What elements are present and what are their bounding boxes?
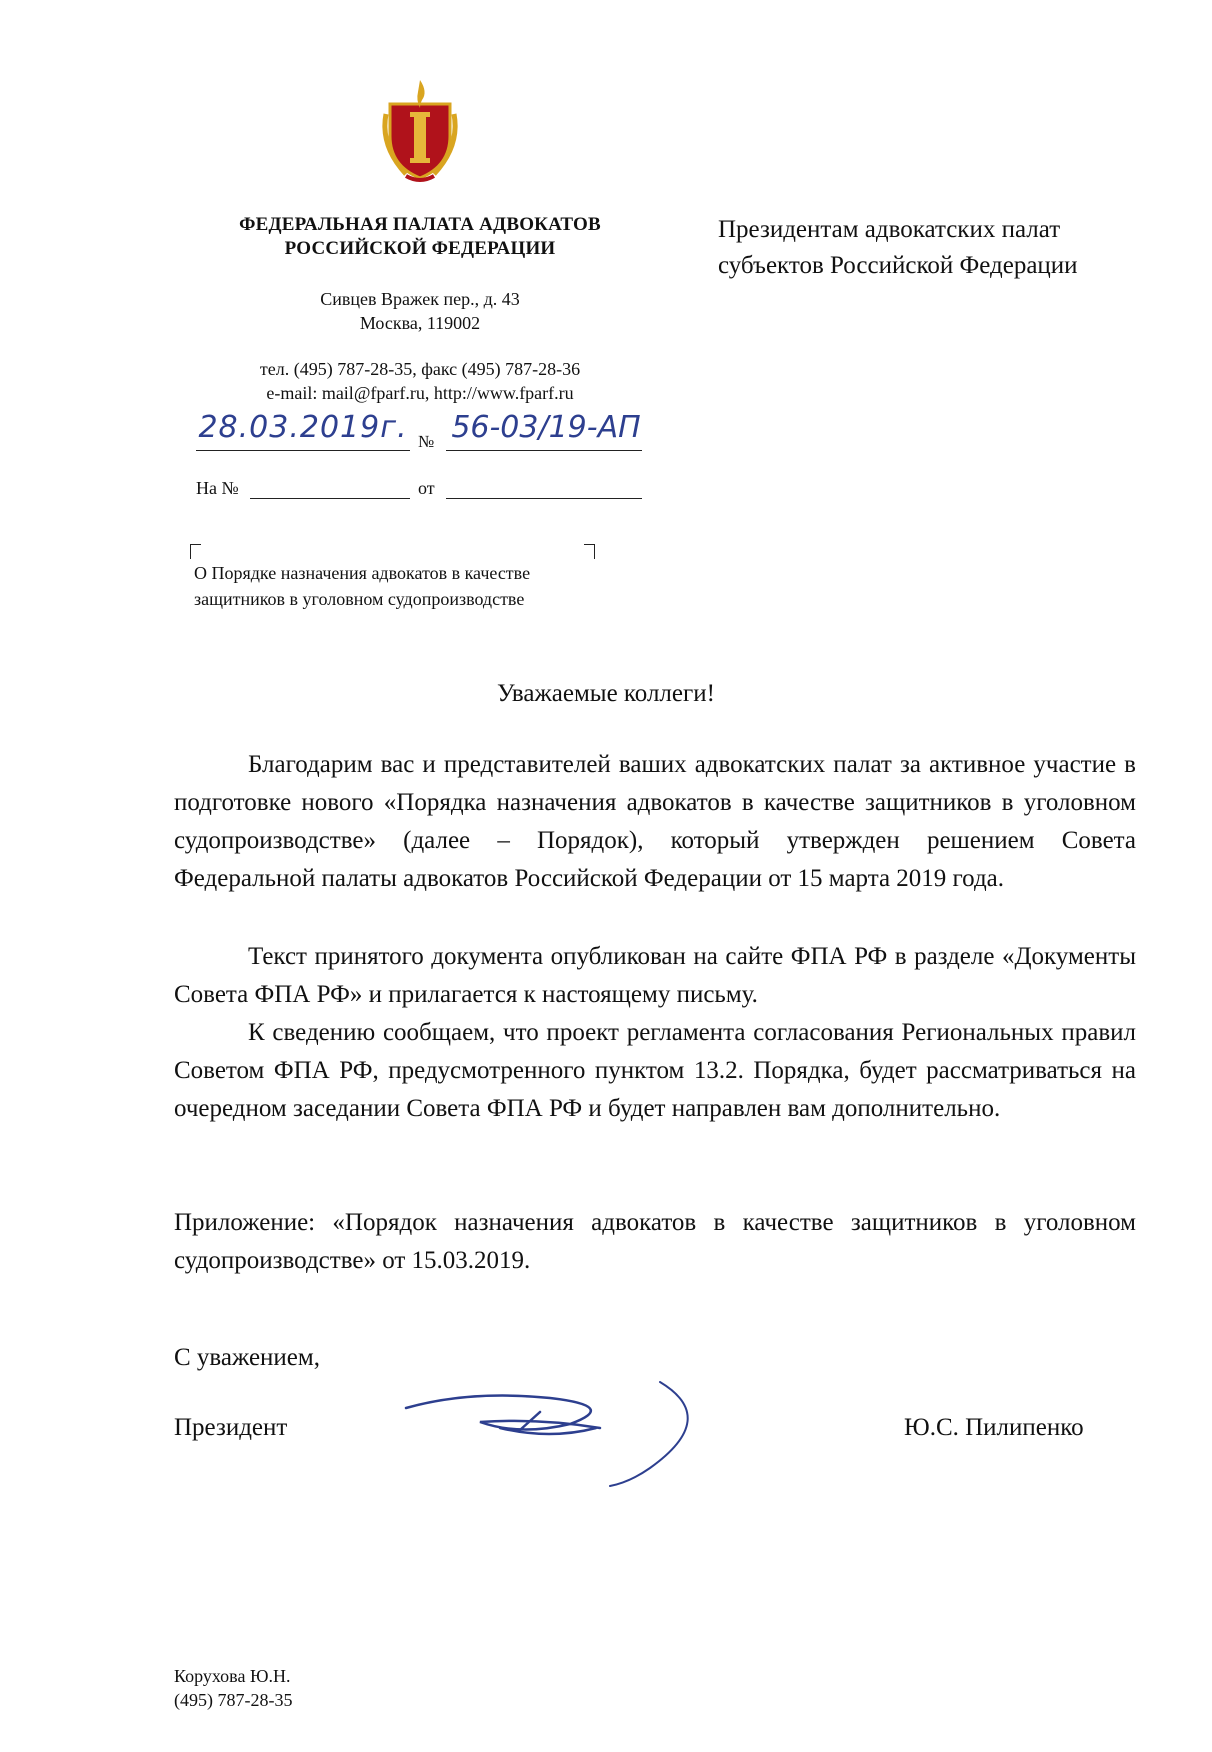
registration-date-underline bbox=[196, 450, 410, 451]
subject-corner-right bbox=[584, 544, 595, 559]
registration-number: 56-03/19-АП bbox=[451, 410, 641, 445]
reply-number-blank bbox=[250, 498, 410, 499]
org-name-line1: ФЕДЕРАЛЬНАЯ ПАЛАТА АДВОКАТОВ bbox=[239, 214, 601, 235]
org-name-line2: РОССИЙСКОЙ ФЕДЕРАЦИИ bbox=[284, 238, 556, 259]
executor-phone: (495) 787-28-35 bbox=[174, 1690, 293, 1710]
attachment-note: Приложение: «Порядок назначения адвокатов в качестве защитников в уголовном судопроизводстве» от 15.03.2019. bbox=[174, 1209, 1136, 1274]
reply-number-label: На № bbox=[196, 478, 239, 498]
signatory-name: Ю.С. Пилипенко bbox=[904, 1414, 1084, 1441]
address-line1: Сивцев Вражек пер., д. 43 bbox=[320, 289, 520, 309]
greeting: Уважаемые коллеги! bbox=[497, 680, 715, 707]
subject-corner-left bbox=[190, 544, 201, 559]
subject-line1: О Порядке назначения адвокатов в качестве bbox=[194, 563, 531, 583]
body-paragraph-2: Текст принятого документа опубликован на сайте ФПА РФ в разделе «Документы Совета ФПА РФ» и прилагается к настоящему письму. bbox=[174, 943, 1136, 1008]
registration-number-label: № bbox=[418, 432, 435, 451]
address-line2: Москва, 119002 bbox=[359, 313, 481, 333]
body-paragraph-3: К сведению сообщаем, что проект регламента согласования Региональных правил Советом ФПА РФ, предусмотренного пунктом 13.2. Порядка, будет рассматриваться на очередном заседании Совета ФПА РФ и будет направлен вам дополнительно. bbox=[174, 1019, 1136, 1122]
executor-name: Корухова Ю.Н. bbox=[174, 1666, 291, 1686]
registration-date: 28.03.2019г. bbox=[198, 410, 408, 445]
contact-phone-line: тел. (495) 787-28-35, факс (495) 787-28-36 bbox=[259, 359, 581, 379]
addressee-line2: субъектов Российской Федерации bbox=[718, 252, 1078, 279]
registration-number-underline bbox=[446, 450, 642, 451]
addressee-line1: Президентам адвокатских палат bbox=[718, 216, 1061, 243]
handwritten-signature-icon bbox=[400, 1378, 720, 1488]
signatory-role: Президент bbox=[174, 1414, 288, 1441]
reply-date-label: от bbox=[418, 478, 435, 498]
body-paragraph-1: Благодарим вас и представителей ваших адвокатских палат за активное участие в подготовке нового «Порядка назначения адвокатов в качестве защитников в уголовном судопроизводстве» (далее – Порядок), который утвержден решением Совета Федеральной палаты адвокатов Российской Федерации от 15 марта 2019 года. bbox=[174, 751, 1136, 892]
subject-line2: защитников в уголовном судопроизводстве bbox=[194, 589, 525, 609]
contact-web-line: e-mail: mail@fparf.ru, http://www.fparf.ru bbox=[266, 383, 574, 403]
lawyers-chamber-emblem-icon bbox=[376, 74, 464, 186]
reply-date-blank bbox=[446, 498, 642, 499]
closing-phrase: С уважением, bbox=[174, 1344, 320, 1371]
